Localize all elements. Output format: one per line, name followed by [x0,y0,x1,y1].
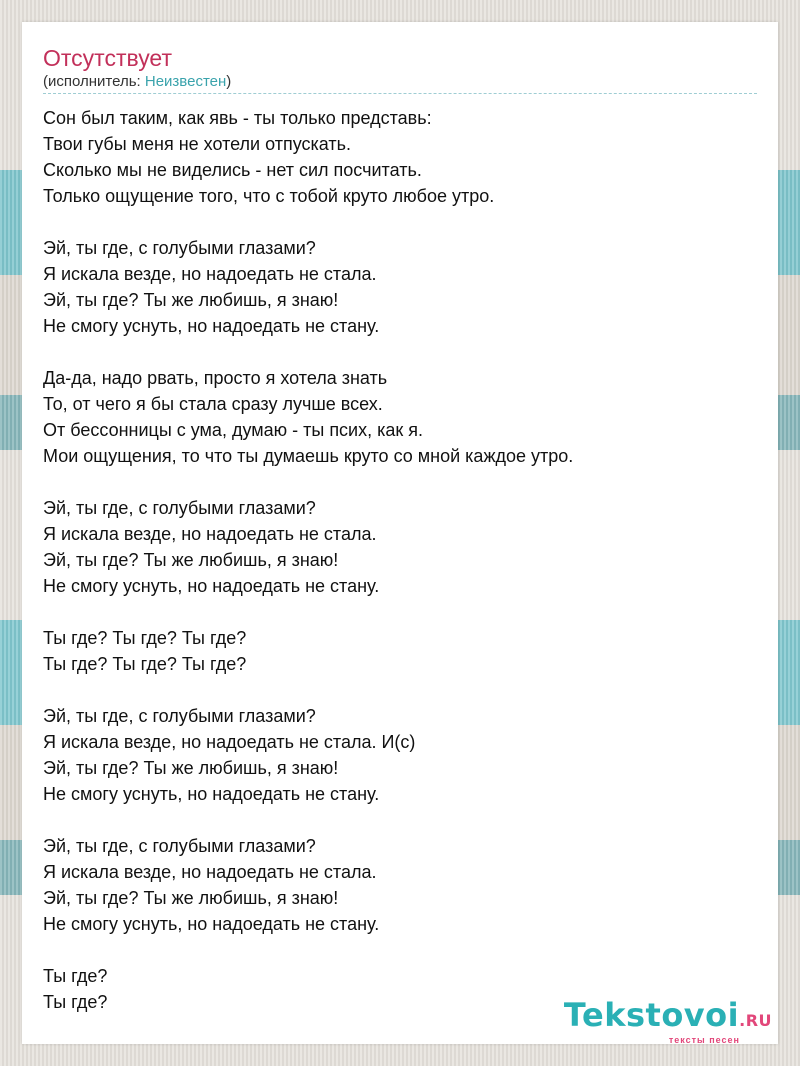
lyric-line: Я искала везде, но надоедать не стала. [43,524,377,544]
lyric-line: Ты где? [43,966,108,986]
lyric-line: Не смогу уснуть, но надоедать не стану. [43,784,380,804]
stanza [43,625,757,677]
lyric-line: Я искала везде, но надоедать не стала. [43,264,377,284]
artist-suffix: ) [226,73,232,90]
stanza [43,365,757,469]
lyric-line: Да-да, надо рвать, просто я хотела знать [43,368,388,388]
lyric-line: Мои ощущения, то что ты думаешь круто со мной каждое утро. [43,446,574,466]
lyric-line: Ты где? Ты где? Ты где? [43,628,247,648]
stanza [43,833,757,937]
song-title: Отсутствует [43,45,172,71]
logo-tagline: тексты песен [668,1035,740,1045]
lyric-line: Эй, ты где, с голубыми глазами? [43,498,316,518]
stanza [43,235,757,339]
stanza [43,495,757,599]
lyric-line: Сон был таким, как явь - ты только представь: [43,108,432,128]
lyric-line: Не смогу уснуть, но надоедать не стану. [43,316,380,336]
lyric-line: То, от чего я бы стала сразу лучше всех. [43,394,383,414]
lyric-line: От бессонницы с ума, думаю - ты псих, как я. [43,420,424,440]
lyrics-text [43,105,757,1041]
title-divider [43,93,757,94]
lyric-line: Я искала везде, но надоедать не стала. [43,862,377,882]
lyric-line: Эй, ты где, с голубыми глазами? [43,706,316,726]
lyric-line: Ты где? Ты где? Ты где? [43,654,247,674]
lyric-line: Сколько мы не виделись - нет сил посчитать. [43,160,422,180]
lyric-line: Не смогу уснуть, но надоедать не стану. [43,576,380,596]
lyrics-card [22,22,778,1044]
logo-tld: .RU [739,1011,772,1030]
stanza [43,105,757,209]
lyric-line: Эй, ты где? Ты же любишь, я знаю! [43,758,339,778]
site-logo[interactable] [564,997,772,1045]
lyric-line: Эй, ты где? Ты же любишь, я знаю! [43,888,339,908]
logo-name: Tekstovoi [563,996,740,1034]
lyric-line: Ты где? [43,992,108,1012]
lyric-line: Не смогу уснуть, но надоедать не стану. [43,914,380,934]
lyric-line: Твои губы меня не хотели отпускать. [43,134,352,154]
lyric-line: Эй, ты где, с голубыми глазами? [43,836,316,856]
lyric-line: Я искала везде, но надоедать не стала. И(с) [43,732,416,752]
lyric-line: Эй, ты где? Ты же любишь, я знаю! [43,290,339,310]
lyric-line: Только ощущение того, что с тобой круто любое утро. [43,186,495,206]
lyric-line: Эй, ты где? Ты же любишь, я знаю! [43,550,339,570]
lyric-line: Эй, ты где, с голубыми глазами? [43,238,316,258]
stanza [43,703,757,807]
artist-prefix: (исполнитель: [43,73,145,90]
artist-link[interactable]: Неизвестен [144,73,227,90]
artist-line [43,73,231,91]
